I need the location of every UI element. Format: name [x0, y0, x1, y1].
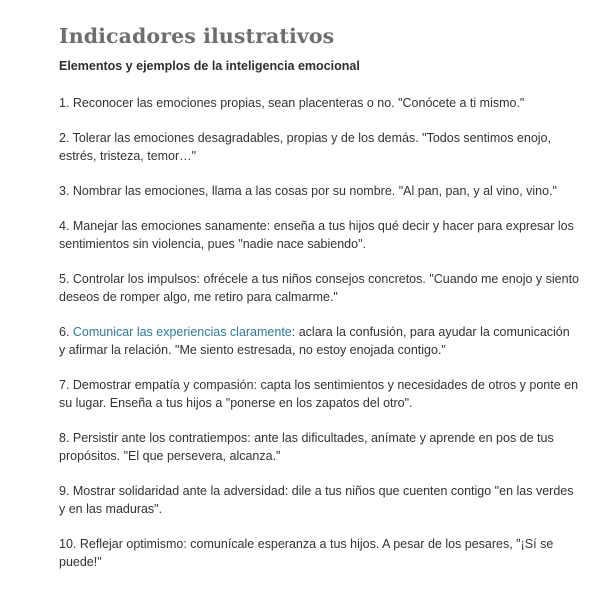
list-item: 1. Reconocer las emociones propias, sean placenteras o no. "Conócete a ti mismo."	[59, 96, 525, 110]
list-item: 9. Mostrar solidaridad ante la adversidad: dile a tus niños que cuenten contigo "en las verdes y en las maduras".	[59, 484, 574, 516]
communicate-experiences-link[interactable]: Comunicar las experiencias claramente	[72, 325, 292, 339]
list-item: 10. Reflejar optimismo: comunícale esperanza a tus hijos. A pesar de los pesares, "¡Sí se puede!"	[59, 537, 554, 569]
list-item: 8. Persistir ante los contratiempos: ante las dificultades, anímate y aprende en pos de tus propósitos. "El que persevera, alcanza."	[59, 431, 554, 463]
list-item: 7. Demostrar empatía y compasión: capta los sentimientos y necesidades de otros y ponte en su lugar. Enseña a tus hijos a "ponerse en los zapatos del otro".	[59, 378, 579, 410]
page-title: Indicadores ilustrativos	[59, 24, 335, 48]
list-item: 4. Manejar las emociones sanamente: enseña a tus hijos qué decir y hacer para expresar los sentimientos sin violencia, pues "nadie nace sabiendo".	[59, 219, 574, 251]
list-item-number: 6.	[59, 325, 73, 339]
indicator-list	[59, 94, 579, 571]
list-item	[59, 323, 579, 359]
list-item: 5. Controlar los impulsos: ofrécele a tus niños consejos concretos. "Cuando me enojo y siento deseos de romper algo, me retiro para calmarme."	[59, 272, 579, 304]
article-content	[59, 24, 579, 588]
section-subtitle: Elementos y ejemplos de la inteligencia emocional	[59, 59, 360, 73]
list-item: 2. Tolerar las emociones desagradables, propias y de los demás. "Todos sentimos enojo, estrés, tristeza, temor…"	[59, 131, 551, 163]
list-item-text: : aclara la confusión, para ayudar la comunicación y afirmar la relación. "Me siento estresada, no estoy enojada contigo."	[59, 325, 570, 357]
list-item: 3. Nombrar las emociones, llama a las cosas por su nombre. "Al pan, pan, y al vino, vino."	[59, 184, 557, 198]
